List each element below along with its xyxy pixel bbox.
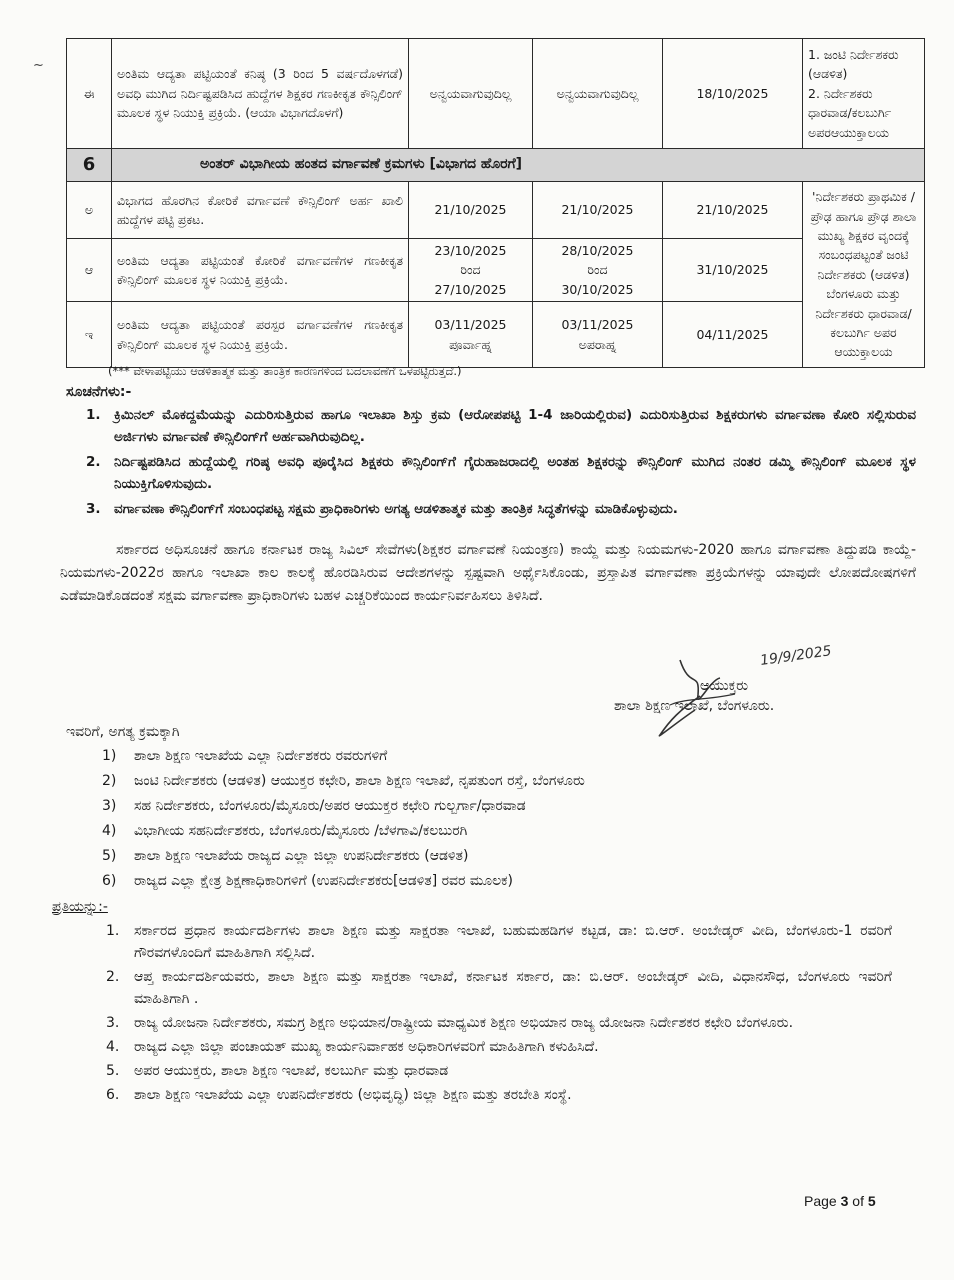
item-text: ವರ್ಗಾವಣಾ ಕೌನ್ಸಿಲಿಂಗ್‌ಗೆ ಸಂಬಂಧಪಟ್ಟ ಸಕ್ಷಮ ಪ್ರಾಧಿಕಾರಿಗಳು ಅಗತ್ಯ ಆಡಳಿತಾತ್ಮಕ ಮತ್ತು ತಾಂತ್ರಿಕ ಸಿದ್ಧತೆಗಳನ್ನು ಮಾಡಿಕೊಳ್ಳುವುದು. [114,501,678,517]
list-item [66,451,916,495]
table-row [67,238,925,301]
list-item [102,744,902,769]
item-number: 6. [106,1087,120,1103]
item-text: ಶಾಲಾ ಶಿಕ್ಷಣ ಇಲಾಖೆಯ ಎಲ್ಲಾ ಉಪನಿರ್ದೇಶಕರು (ಅಭಿವೃದ್ಧಿ) ಜಿಲ್ಲಾ ಶಿಕ್ಷಣ ಮತ್ತು ತರಬೇತಿ ಸಂಸ್ಥೆ. [134,1087,572,1103]
list-item [102,769,902,794]
body-paragraph: ಸರ್ಕಾರದ ಅಧಿಸೂಚನೆ ಹಾಗೂ ಕರ್ನಾಟಕ ರಾಜ್ಯ ಸಿವಿಲ್ ಸೇವೆಗಳು(ಶಿಕ್ಷಕರ ವರ್ಗಾವಣೆ ನಿಯಂತ್ರಣ) ಕಾಯ್ದೆ ಮತ್ತು ನಿಯಮಗಳು-2020 ಹಾಗೂ ವರ್ಗಾವಣಾ ತಿದ್ದುಪಡಿ ಕಾಯ್ದೆ-ನಿಯಮಗಳು-2022ರ ಹಾಗೂ ಇಲಾಖಾ ಕಾಲ ಕಾಲಕ್ಕೆ ಹೊರಡಿಸಿರುವ ಆದೇಶಗಳನ್ನು ಸ್ಪಷ್ಟವಾಗಿ ಅರ್ಥೈಸಿಕೊಂಡು, ಪ್ರಸ್ತಾಪಿತ ವರ್ಗಾವಣಾ ಪ್ರಕ್ರಿಯೆಗಳನ್ನು ಯಾವುದೇ ಲೋಪದೋಷಗಳಿಗೆ ಎಡೆಮಾಡಿಕೊಡದಂತೆ ಸಕ್ಷಮ ವರ್ಗಾವಣಾ ಪ್ರಾಧಿಕಾರಿಗಳು ಬಹಳ ಎಚ್ಚರಿಕೆಯಿಂದ ಕಾರ್ಯನಿರ್ವಹಿಸಲು ತಿಳಿಸಿದೆ. [60,542,916,604]
item-text: ಸಹ ನಿರ್ದೇಶಕರು, ಬೆಂಗಳೂರು/ಮೈಸೂರು/ಅಪರ ಆಯುಕ್ತರ ಕಛೇರಿ ಗುಲ್ಬರ್ಗಾ/ಧಾರವಾಡ [134,798,526,814]
table-row [67,181,925,238]
list-item [102,844,902,869]
row-description: ಅಂತಿಮ ಆದ್ಯತಾ ಪಟ್ಟಿಯಂತೆ ಕೋರಿಕೆ ವರ್ಗಾವಣೆಗಳ ಗಣಕೀಕೃತ ಕೌನ್ಸಿಲಿಂಗ್ ಮೂಲಕ ಸ್ಥಳ ನಿಯುಕ್ತಿ ಪ್ರಕ್ರಿಯೆ. [112,238,409,301]
page-number [804,1193,876,1209]
item-text: ರಾಜ್ಯದ ಎಲ್ಲಾ ಜಿಲ್ಲಾ ಪಂಚಾಯತ್ ಮುಖ್ಯ ಕಾರ್ಯನಿರ್ವಾಹಕ ಅಧಿಕಾರಿಗಳವರಿಗೆ ಮಾಹಿತಿಗಾಗಿ ಕಳುಹಿಸಿದೆ. [134,1039,599,1055]
date-cell: 21/10/2025 [409,181,533,238]
item-text: ಶಾಲಾ ಶಿಕ್ಷಣ ಇಲಾಖೆಯ ರಾಜ್ಯದ ಎಲ್ಲಾ ಜಿಲ್ಲಾ ಉಪನಿರ್ದೇಶಕರು (ಆಡಳಿತ) [134,848,469,864]
section-header-row [67,149,925,182]
item-text: ಸರ್ಕಾರದ ಪ್ರಧಾನ ಕಾರ್ಯದರ್ಶಿಗಳು ಶಾಲಾ ಶಿಕ್ಷಣ ಮತ್ತು ಸಾಕ್ಷರತಾ ಇಲಾಖೆ, ಬಹುಮಹಡಿಗಳ ಕಟ್ಟಡ, ಡಾ: ಬಿ.ಆರ್. ಅಂಬೇಡ್ಕರ್ ವೀದಿ, ಬೆಂಗಳೂರು-1 ರವರಿಗೆ ಗೌರವಗಳೊಂದಿಗೆ ಮಾಹಿತಿಗಾಗಿ ಸಲ್ಲಿಸಿದೆ. [134,923,892,961]
item-text: ಆಪ್ತ ಕಾರ್ಯದರ್ಶಿಯವರು, ಶಾಲಾ ಶಿಕ್ಷಣ ಮತ್ತು ಸಾಕ್ಷರತಾ ಇಲಾಖೆ, ಕರ್ನಾಟಕ ಸರ್ಕಾರ, ಡಾ: ಬಿ.ಆರ್. ಅಂಬೇಡ್ಕರ್ ವೀದಿ, ವಿಧಾನಸೌಧ, ಬೆಂಗಳೂರು ಇವರಿಗೆ ಮಾಹಿತಿಗಾಗಿ . [134,969,892,1007]
signatory-department: ಶಾಲಾ ಶಿಕ್ಷಣ ಇಲಾಖೆ, ಬೆಂಗಳೂರು. [614,698,775,714]
date-cell: 18/10/2025 [663,39,803,149]
schedule-footnote: (*** ವೇಳಾಪಟ್ಟಿಯು ಆಡಳಿತಾತ್ಮಕ ಮತ್ತು ತಾಂತ್ರಿಕ ಕಾರಣಗಳಿಂದ ಬದಲಾವಣೆಗೆ ಒಳಪಟ್ಟಿರುತ್ತದೆ.) [108,364,462,378]
item-number: 3) [102,798,117,814]
date-cell: 31/10/2025 [663,238,803,301]
date-session-cell [533,302,663,368]
list-item [102,819,902,844]
page-total: 5 [867,1193,876,1209]
date-range-cell [533,238,663,301]
date-end: 27/10/2025 [434,281,507,297]
list-item [66,498,916,520]
page-separator: of [848,1193,868,1209]
authority-cell: 'ನಿರ್ದೇಶಕರು ಪ್ರಾಥಮಿಕ / ಪ್ರೌಢ ಹಾಗೂ ಪ್ರೌಢ ಶಾಲಾ ಮುಖ್ಯ ಶಿಕ್ಷಕರ ವೃಂದಕ್ಕೆ ಸಂಬಂಧಪಟ್ಟಂತೆ ಜಂಟಿ ನಿರ್ದೇಶಕರು (ಆಡಳಿತ) ಬೆಂಗಳೂರು ಮತ್ತು ನಿರ್ದೇಶಕರು ಧಾರವಾಡ/ಕಲಬುರ್ಗಿ ಅಪರ ಆಯುಕ್ತಾಲಯ [803,181,925,367]
date-value: 03/11/2025 [561,317,634,333]
date-cell: 21/10/2025 [533,181,663,238]
date-range-cell [409,238,533,301]
authority-cell [803,39,925,149]
item-number: 6) [102,873,117,889]
item-text: ಅಪರ ಆಯುಕ್ತರು, ಶಾಲಾ ಶಿಕ್ಷಣ ಇಲಾಖೆ, ಕಲಬುರ್ಗಿ ಮತ್ತು ಧಾರವಾಡ [134,1063,449,1079]
item-number: 4) [102,823,117,839]
recipients-list [102,744,902,894]
item-text: ವಿಭಾಗೀಯ ಸಹನಿರ್ದೇಶಕರು, ಬೆಂಗಳೂರು/ಮೈಸೂರು /ಬೆಳಗಾವಿ/ಕಲಬುರಗಿ [134,823,468,839]
date-cell: 04/11/2025 [663,302,803,368]
margin-mark: ~ [33,58,44,73]
list-item [102,1012,892,1034]
list-item [66,404,916,448]
item-number: 2. [106,969,120,985]
date-cell: ಅನ್ವಯವಾಗುವುದಿಲ್ಲ [533,39,663,149]
item-number: 2) [102,773,117,789]
instructions-list [66,404,916,523]
list-item [102,1084,892,1106]
item-number: 3. [106,1015,120,1031]
item-number: 1) [102,748,117,764]
instructions-title: ಸೂಚನೆಗಳು:- [66,384,132,400]
table-row [67,302,925,368]
item-text: ಕ್ರಿಮಿನಲ್ ಮೊಕದ್ದಮೆಯನ್ನು ಎದುರಿಸುತ್ತಿರುವ ಹಾಗೂ ಇಲಾಖಾ ಶಿಸ್ತು ಕ್ರಮ (ಆರೋಪಪಟ್ಟಿ 1-4 ಜಾರಿಯಲ್ಲಿರುವ) ಎದುರಿಸುತ್ತಿರುವ ಶಿಕ್ಷಕರುಗಳು ವರ್ಗಾವಣಾ ಕೋರಿ ಸಲ್ಲಿಸುರುವ ಅರ್ಜಿಗಳು ವರ್ಗಾವಣೆ ಕೌನ್ಸಿಲಿಂಗ್‌ಗೆ ಅರ್ಹವಾಗಿರುವುದಿಲ್ಲ. [114,407,916,445]
row-serial: ಆ [67,238,112,301]
date-value: 03/11/2025 [434,317,507,333]
row-description: ವಿಭಾಗದ ಹೊರಗಿನ ಕೋರಿಕೆ ವರ್ಗಾವಣೆ ಕೌನ್ಸಿಲಿಂಗ್ ಅರ್ಹ ಖಾಲಿ ಹುದ್ದೆಗಳ ಪಟ್ಟಿ ಪ್ರಕಟ. [112,181,409,238]
item-text: ನಿರ್ದಿಷ್ಟಪಡಿಸಿದ ಹುದ್ದೆಯಲ್ಲಿ ಗರಿಷ್ಠ ಅವಧಿ ಪೂರೈಸಿದ ಶಿಕ್ಷಕರು ಕೌನ್ಸಿಲಿಂಗ್‌ಗೆ ಗೈರುಹಾಜರಾದಲ್ಲಿ ಅಂತಹ ಶಿಕ್ಷಕರನ್ನು ಕೌನ್ಸಿಲಿಂಗ್ ಮುಗಿದ ನಂತರ ಡಮ್ಮಿ ಕೌನ್ಸಿಲಿಂಗ್ ಮೂಲಕ ಸ್ಥಳ ನಿಯುಕ್ತಿಗೊಳಿಸುವುದು. [114,454,916,492]
section-title: ಅಂತರ್ ವಿಭಾಗೀಯ ಹಂತದ ವರ್ಗಾವಣೆ ಕ್ರಮಗಳು [ವಿಭಾಗದ ಹೊರಗೆ] [112,149,925,182]
row-serial: ಅ [67,181,112,238]
item-number: 1. [106,923,120,939]
section-number: 6 [67,149,112,182]
date-connector: ರಿಂದ [460,262,481,278]
item-number: 4. [106,1039,120,1055]
item-number: 2. [86,454,101,470]
copies-list [102,920,892,1108]
date-cell: ಅನ್ವಯವಾಗುವುದಿಲ್ಲ [409,39,533,149]
authority-line: 1. ಜಂಟಿ ನಿರ್ದೇಶಕರು (ಆಡಳಿತ) [808,47,899,82]
date-start: 23/10/2025 [434,242,507,258]
session-label: ಪೂರ್ವಾಹ್ನ [449,336,492,352]
item-text: ಜಂಟಿ ನಿರ್ದೇಶಕರು (ಆಡಳಿತ) ಆಯುಕ್ತರ ಕಛೇರಿ, ಶಾಲಾ ಶಿಕ್ಷಣ ಇಲಾಖೆ, ನೃಪತುಂಗ ರಸ್ತೆ, ಬೆಂಗಳೂರು [134,773,585,789]
list-item [102,966,892,1010]
item-number: 5. [106,1063,120,1079]
date-end: 30/10/2025 [561,281,634,297]
date-session-cell [409,302,533,368]
date-connector: ರಿಂದ [587,262,608,278]
date-cell: 21/10/2025 [663,181,803,238]
authority-line: 2. ನಿರ್ದೇಶಕರು ಧಾರವಾಡ/ಕಲಬುರ್ಗಿ ಅಪರಆಯುಕ್ತಾಲಯ [808,85,892,140]
copies-title: ಪ್ರತಿಯನ್ನು:- [52,899,108,915]
item-text: ಶಾಲಾ ಶಿಕ್ಷಣ ಇಲಾಖೆಯ ಎಲ್ಲಾ ನಿರ್ದೇಶಕರು ರವರುಗಳಿಗೆ [134,748,388,764]
session-label: ಅಪರಾಹ್ನ [578,336,617,352]
item-number: 3. [86,501,101,517]
schedule-table [66,38,925,368]
row-description: ಅಂತಿಮ ಆದ್ಯತಾ ಪಟ್ಟಿಯಂತೆ ಪರಸ್ಪರ ವರ್ಗಾವಣೆಗಳ ಗಣಕೀಕೃತ ಕೌನ್ಸಿಲಿಂಗ್ ಮೂಲಕ ಸ್ಥಳ ನಿಯುಕ್ತಿ ಪ್ರಕ್ರಿಯೆ. [112,302,409,368]
signature-date: 19/9/2025 [759,643,833,669]
item-text: ರಾಜ್ಯ ಯೋಜನಾ ನಿರ್ದೇಶಕರು, ಸಮಗ್ರ ಶಿಕ್ಷಣ ಅಭಿಯಾನ/ರಾಷ್ಟ್ರೀಯ ಮಾಧ್ಯಮಿಕ ಶಿಕ್ಷಣ ಅಭಿಯಾನ ರಾಜ್ಯ ಯೋಜನಾ ನಿರ್ದೇಶಕರ ಕಛೇರಿ ಬೆಂಗಳೂರು. [134,1015,794,1031]
signature-scribble [640,650,760,740]
item-number: 5) [102,848,117,864]
row-serial: ಇ [67,302,112,368]
list-item [102,794,902,819]
page-prefix: Page [804,1193,841,1209]
list-item [102,1036,892,1058]
item-number: 1. [86,407,101,423]
row-description: ಅಂತಿಮ ಆದ್ಯತಾ ಪಟ್ಟಿಯಂತೆ ಕನಿಷ್ಠ (3 ರಿಂದ 5 ವರ್ಷದೊಳಗಡೆ) ಅವಧಿ ಮುಗಿದ ನಿರ್ದಿಷ್ಟಪಡಿಸಿದ ಹುದ್ದೆಗಳ ಶಿಕ್ಷಕರ ಗಣಕೀಕೃತ ಕೌನ್ಸಿಲಿಂಗ್ ಮೂಲಕ ಸ್ಥಳ ನಿಯುಕ್ತಿ ಪ್ರಕ್ರಿಯೆ. (ಆಯಾ ವಿಭಾಗದೊಳಗೆ) [112,39,409,149]
page-current: 3 [840,1193,849,1209]
list-item [102,920,892,964]
item-text: ರಾಜ್ಯದ ಎಲ್ಲಾ ಕ್ಷೇತ್ರ ಶಿಕ್ಷಣಾಧಿಕಾರಿಗಳಿಗೆ (ಉಪನಿರ್ದೇಶಕರು[ಆಡಳಿತ] ರವರ ಮೂಲಕ) [134,873,513,889]
recipients-title: ಇವರಿಗೆ, ಅಗತ್ಯ ಕ್ರಮಕ್ಕಾಗಿ [66,724,180,740]
table-row [67,39,925,149]
list-item [102,1060,892,1082]
list-item [102,869,902,894]
signatory-title: ಆಯುಕ್ತರು [700,678,749,694]
row-serial: ಈ [67,39,112,149]
date-start: 28/10/2025 [561,242,634,258]
